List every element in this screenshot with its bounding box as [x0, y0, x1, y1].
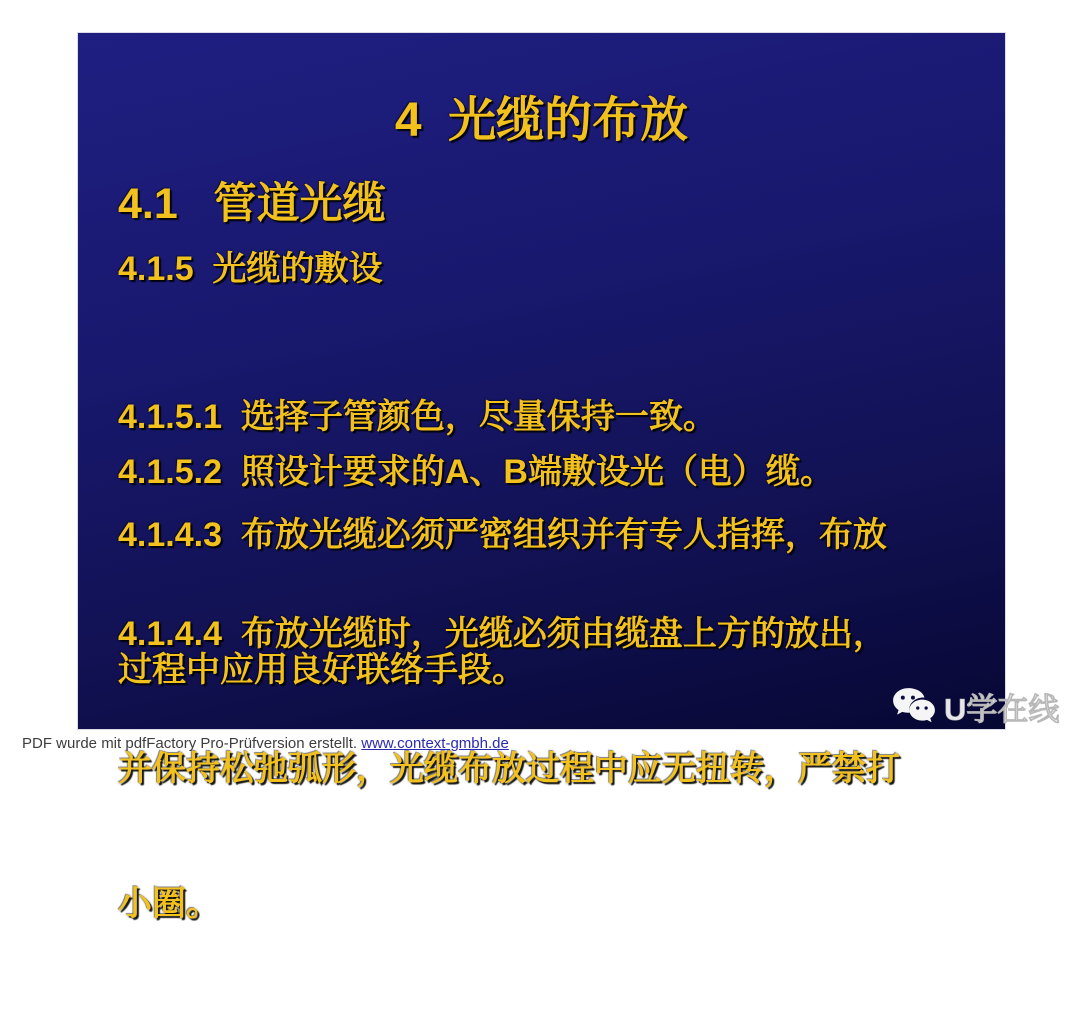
section-heading: 4.1 管道光缆 — [118, 180, 386, 228]
paragraph-line: 4.1.4.3 布放光缆必须严密组织并有专人指挥，布放 — [118, 516, 887, 554]
paragraph-line: 4.1.5.1 选择子管颜色，尽量保持一致。 — [118, 398, 717, 436]
paragraph-4144 — [118, 522, 900, 1017]
slide-title: 4 光缆的布放 — [394, 94, 689, 147]
footer-text: PDF wurde mit pdfFactory Pro-Prüfversion erstellt. — [22, 735, 362, 752]
pdffactory-link[interactable]: www.context-gmbh.de — [361, 735, 509, 752]
subsection-heading: 4.1.5 光缆的敷设 — [118, 250, 383, 288]
watermark-label: U学在线 — [944, 692, 1060, 727]
paragraph-line: 过程中应用良好联络手段。 — [118, 651, 526, 689]
paragraph-line: 4.1.5.2 照设计要求的A、B端敷设光（电）缆。 — [118, 453, 834, 491]
pdffactory-footer — [22, 735, 509, 752]
paragraph-line: 4.1.4.4 布放光缆时，光缆必须由缆盘上方的放出， — [118, 615, 887, 653]
paragraph-line: 小圈。 — [118, 885, 220, 923]
paragraph-line: 并保持松弛弧形，光缆布放过程中应无扭转，严禁打 — [118, 750, 900, 788]
